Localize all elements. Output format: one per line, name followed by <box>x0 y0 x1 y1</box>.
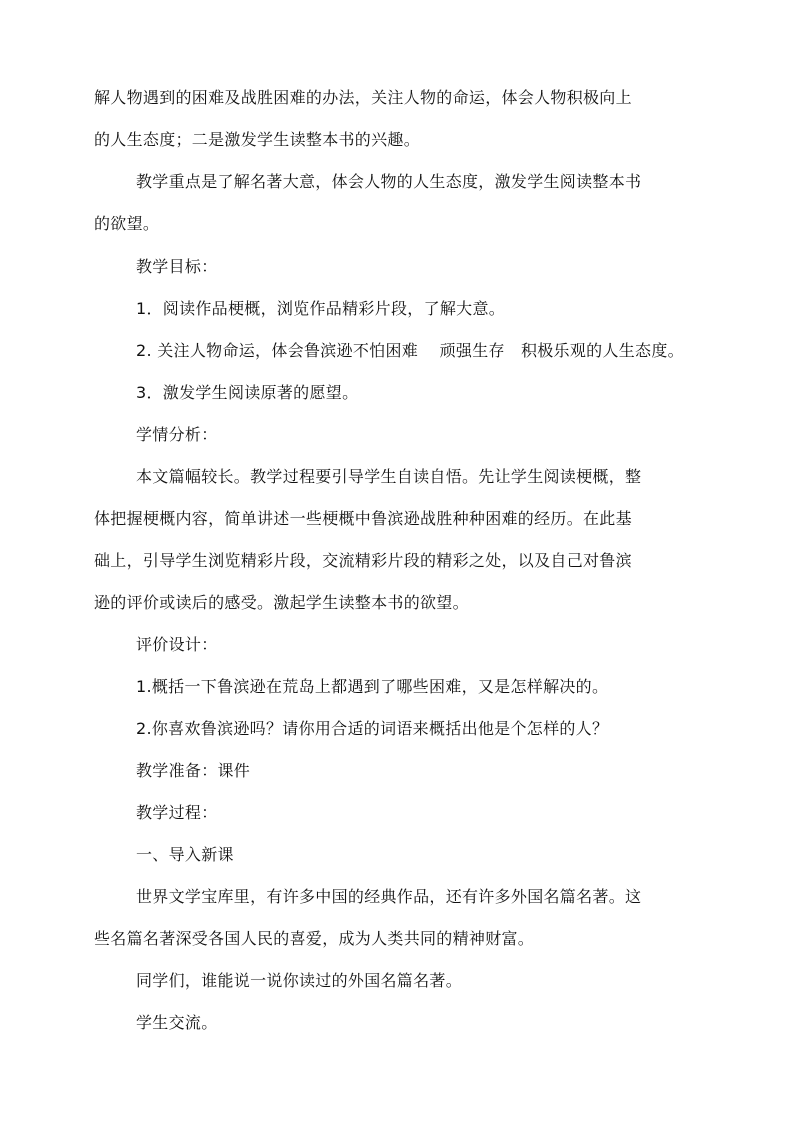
text-line-continuation: 础上，引导学生浏览精彩片段，交流精彩片段的精彩之处，以及自己对鲁滨 <box>94 551 632 570</box>
text-line-continuation: 些名篇名著深受各国人民的喜爱，成为人类共同的精神财富。 <box>94 929 535 948</box>
text-line-continuation: 的欲望。 <box>94 214 160 233</box>
text-line-continuation: 体把握梗概内容，简单讲述一些梗概中鲁滨逊战胜种种困难的经历。在此基 <box>94 509 632 528</box>
heading-evaluation-design: 评价设计： <box>136 635 218 654</box>
section-heading-intro: 一、导入新课 <box>136 845 234 864</box>
text-line-continuation: 逊的评价或读后的感受。激起学生读整本书的欲望。 <box>94 593 469 612</box>
text-paragraph-analysis: 本文篇幅较长。教学过程要引导学生自读自悟。先让学生阅读梗概，整 <box>136 467 642 486</box>
text-paragraph-student-exchange: 学生交流。 <box>136 1013 218 1032</box>
evaluation-item-2: 2.你喜欢鲁滨逊吗？请你用合适的词语来概括出他是个怎样的人？ <box>136 719 609 738</box>
heading-student-analysis: 学情分析： <box>136 425 218 444</box>
objective-item-3: 3．激发学生阅读原著的愿望。 <box>136 383 359 402</box>
heading-teaching-objectives: 教学目标： <box>136 257 218 276</box>
heading-teaching-preparation: 教学准备：课件 <box>136 761 251 780</box>
heading-teaching-process: 教学过程： <box>136 803 218 822</box>
text-line-continuation: 解人物遇到的困难及战胜困难的办法，关注人物的命运，体会人物积极向上 <box>94 88 632 107</box>
text-paragraph-intro: 世界文学宝库里，有许多中国的经典作品，还有许多外国名篇名著。这 <box>136 887 642 906</box>
text-paragraph-key-points: 教学重点是了解名著大意，体会人物的人生态度，激发学生阅读整本书 <box>136 172 642 191</box>
text-paragraph-question: 同学们，谁能说一说你读过的外国名篇名著。 <box>136 971 463 990</box>
objective-item-2: 2. 关注人物命运，体会鲁滨逊不怕困难 顽强生存 积极乐观的人生态度。 <box>136 341 684 360</box>
evaluation-item-1: 1.概括一下鲁滨逊在荒岛上都遇到了哪些困难，又是怎样解决的。 <box>136 677 609 696</box>
objective-item-1: 1．阅读作品梗概，浏览作品精彩片段，了解大意。 <box>136 299 506 318</box>
text-line-continuation: 的人生态度；二是激发学生读整本书的兴趣。 <box>94 130 421 149</box>
